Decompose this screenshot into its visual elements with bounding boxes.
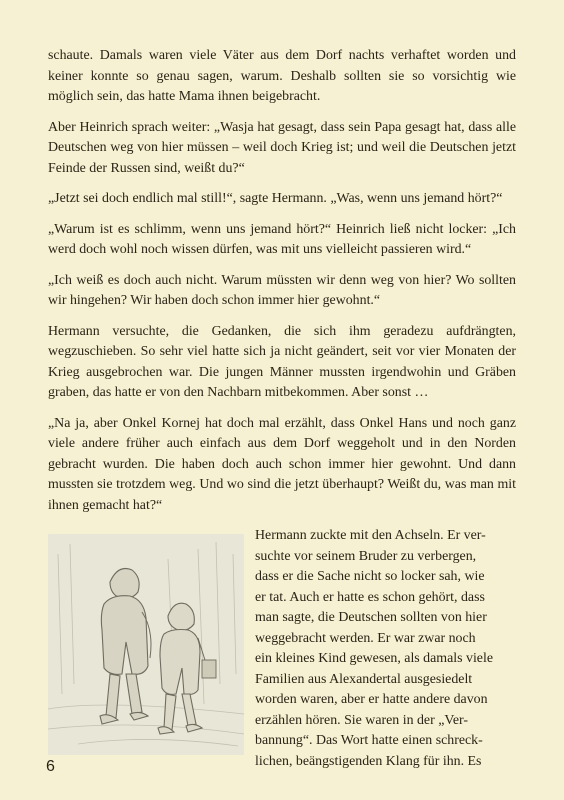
paragraph-1: schaute. Damals waren viele Väter aus dem Dorf nachts verhaftet worden und keiner konnte so genau sagen, warum. Deshalb sollten sie so vorsichtig wie möglich sein, das hatte Mama ihnen beigebracht. xyxy=(48,48,516,104)
paragraph-6: Hermann versuchte, die Gedanken, die sich ihm geradezu aufdrängten, wegzuschieben. So sehr viel hatte sich ja nicht geändert, seit vor vier Monaten der Krieg ausgebrochen war. Die jungen Männer mussten irgendwohin und Gräben graben, das hatte er von den Nachbarn mitbekommen. Aber sonst … xyxy=(48,323,516,400)
wrapped-line: Hermann zuckte mit den Achseln. Er ver- xyxy=(255,528,486,543)
illustration-two-boys-sketch xyxy=(48,534,244,755)
wrapped-line: man sagte, die Deutschen sollten von hier xyxy=(255,610,487,625)
wrapped-line: bannung“. Das Wort hatte einen schreck- xyxy=(255,733,483,748)
wrapped-paragraph xyxy=(255,526,516,772)
illustrated-section xyxy=(48,526,516,772)
page-number: 6 xyxy=(46,758,55,775)
wrapped-line: weggebracht werden. Er war zwar noch xyxy=(255,630,476,646)
wrapped-line: ein kleines Kind gewesen, als damals viele xyxy=(255,651,493,666)
paragraph-4: „Warum ist es schlimm, wenn uns jemand hört?“ Heinrich ließ nicht locker: „Ich werd doch wohl noch wissen dürfen, was mit uns vielleicht passieren wird.“ xyxy=(48,221,516,257)
wrapped-line: Familien aus Alexandertal ausgesiedelt xyxy=(255,671,473,687)
wrapped-line: erzählen hören. Sie waren in der „Ver- xyxy=(255,712,468,728)
paragraph-5: „Ich weiß es doch auch nicht. Warum müssten wir denn weg von hier? Wo sollten wir hingehen? Wir haben doch schon immer hier gewohnt.“ xyxy=(48,272,516,308)
paragraph-7: „Na ja, aber Onkel Kornej hat doch mal erzählt, dass Onkel Hans und noch ganz viele andere früher auch einfach aus dem Dorf weggeholt und in den Norden gebracht wurden. Die haben doch auch schon immer hier gewohnt. Und dann mussten sie trotzdem weg. Und wo sind die jetzt überhaupt? Weißt du, was man mit ihnen gemacht hat?“ xyxy=(48,415,516,513)
paragraph-2: Aber Heinrich sprach weiter: „Wasja hat gesagt, dass sein Papa gesagt hat, dass alle Deutschen weg von hier müssen – weil doch Krieg ist; und weil die Deutschen jetzt Feinde der Russen sind, weißt du?“ xyxy=(48,119,516,176)
wrapped-line: suchte vor seinem Bruder zu verbergen, xyxy=(255,548,477,564)
page-body xyxy=(48,46,516,772)
wrapped-line: worden waren, aber er hatte andere davon xyxy=(255,692,488,707)
wrapped-line: er tat. Auch er hatte es schon gehört, dass xyxy=(255,589,485,605)
wrapped-line: dass er die Sache nicht so locker sah, wie xyxy=(255,569,485,584)
wrapped-line: lichen, beängstigenden Klang für ihn. Es xyxy=(255,753,482,769)
paragraph-3: „Jetzt sei doch endlich mal still!“, sagte Hermann. „Was, wenn uns jemand hört?“ xyxy=(48,191,503,206)
